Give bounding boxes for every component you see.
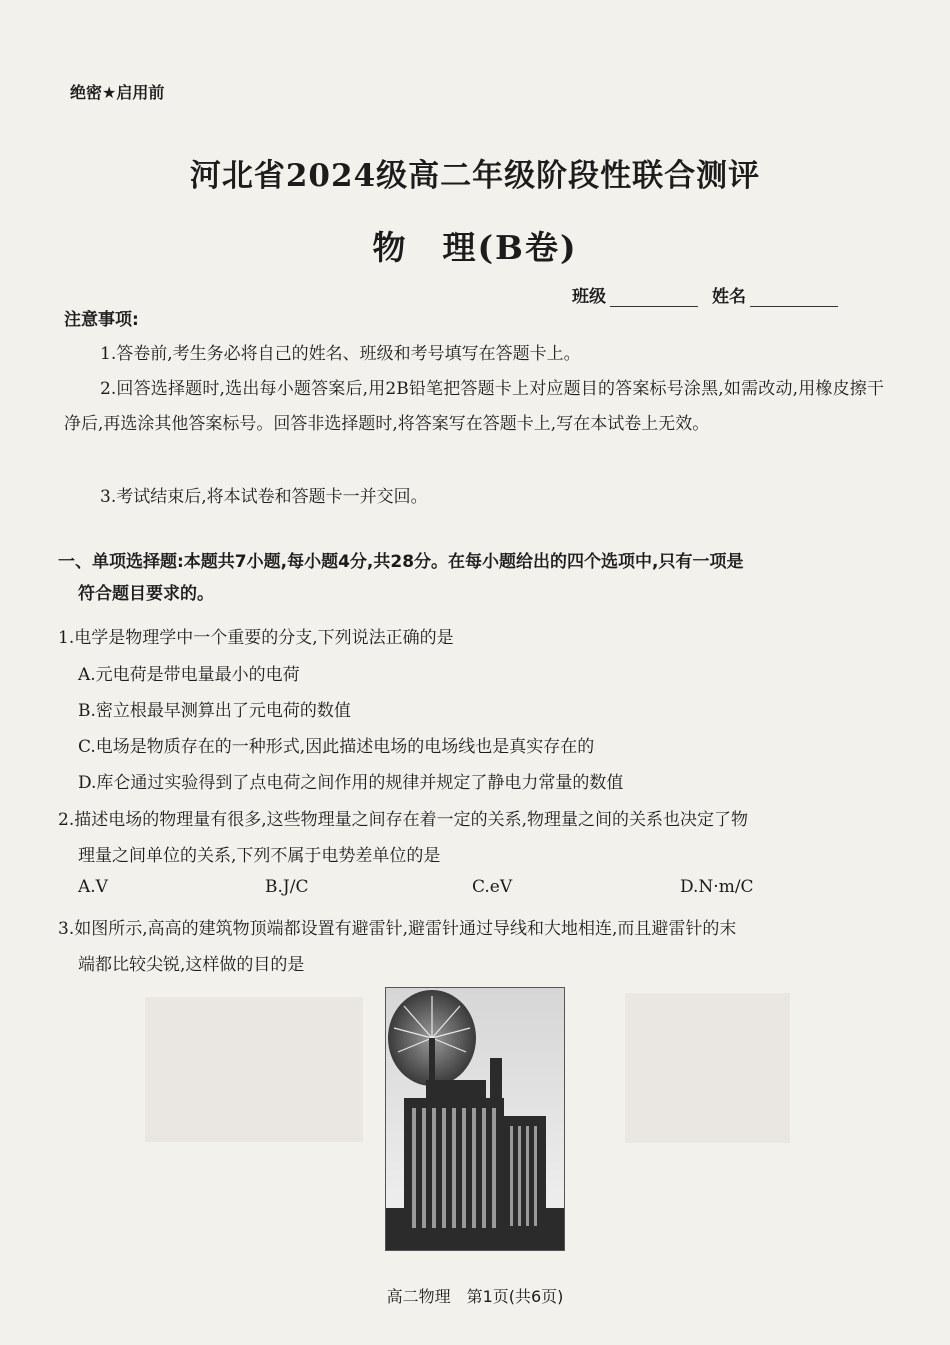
exam-title: 河北省2024级高二年级阶段性联合测评 [189,158,761,194]
section-heading-line1: 一、单项选择题:本题共7小题,每小题4分,共28分。在每小题给出的四个选项中,只有一项是 [58,552,744,572]
question-1-option-a: A.元电荷是带电量最小的电荷 [78,665,300,685]
question-2-option-b: B.J/C [265,877,309,897]
notice-item-1: 1.答卷前,考生务必将自己的姓名、班级和考号填写在答题卡上。 [100,344,581,364]
notice-item-3: 3.考试结束后,将本试卷和答题卡一并交回。 [100,487,428,507]
question-2-option-c: C.eV [472,877,513,897]
question-1-option-d: D.库仑通过实验得到了点电荷之间作用的规律并规定了静电力常量的数值 [78,773,624,793]
question-1-stem: 1.电学是物理学中一个重要的分支,下列说法正确的是 [58,628,454,648]
question-1-option-b: B.密立根最早测算出了元电荷的数值 [78,701,351,721]
exam-subtitle: 物 理(B卷) [372,228,578,267]
bleed-through-photo-left [145,997,363,1142]
class-label: 班级 [572,287,606,307]
bleed-through-photo-right [625,993,790,1143]
lightning-rod-building-photo [385,987,565,1251]
student-info-fields [572,282,852,307]
question-2-option-a: A.V [78,877,108,897]
confidential-label: 绝密★启用前 [70,83,165,102]
name-label: 姓名 [712,287,746,307]
section-heading-line2: 符合题目要求的。 [78,584,214,604]
class-blank [610,290,698,307]
question-1-option-c: C.电场是物质存在的一种形式,因此描述电场的电场线也是真实存在的 [78,737,595,757]
page-footer: 高二物理 第1页(共6页) [386,1287,564,1306]
question-3-stem-line1: 3.如图所示,高高的建筑物顶端都设置有避雷针,避雷针通过导线和大地相连,而且避雷针的末 [58,919,737,939]
lightning-rod-building-illustration [386,988,564,1250]
section-heading [58,546,888,610]
name-blank [750,290,838,307]
question-2-stem-line2: 理量之间单位的关系,下列不属于电势差单位的是 [78,846,441,866]
question-2-stem-line1: 2.描述电场的物理量有很多,这些物理量之间存在着一定的关系,物理量之间的关系也决定了物 [58,810,749,830]
notice-heading: 注意事项: [64,310,139,330]
notice-item-2: 2.回答选择题时,选出每小题答案后,用2B铅笔把答题卡上对应题目的答案标号涂黑,如需改动,用橡皮擦干净后,再选涂其他答案标号。回答非选择题时,将答案写在答题卡上,写在本试卷上无效。 [64,379,884,434]
question-3-stem-line2: 端都比较尖锐,这样做的目的是 [78,955,305,975]
question-2-option-d: D.N·m/C [680,877,754,897]
